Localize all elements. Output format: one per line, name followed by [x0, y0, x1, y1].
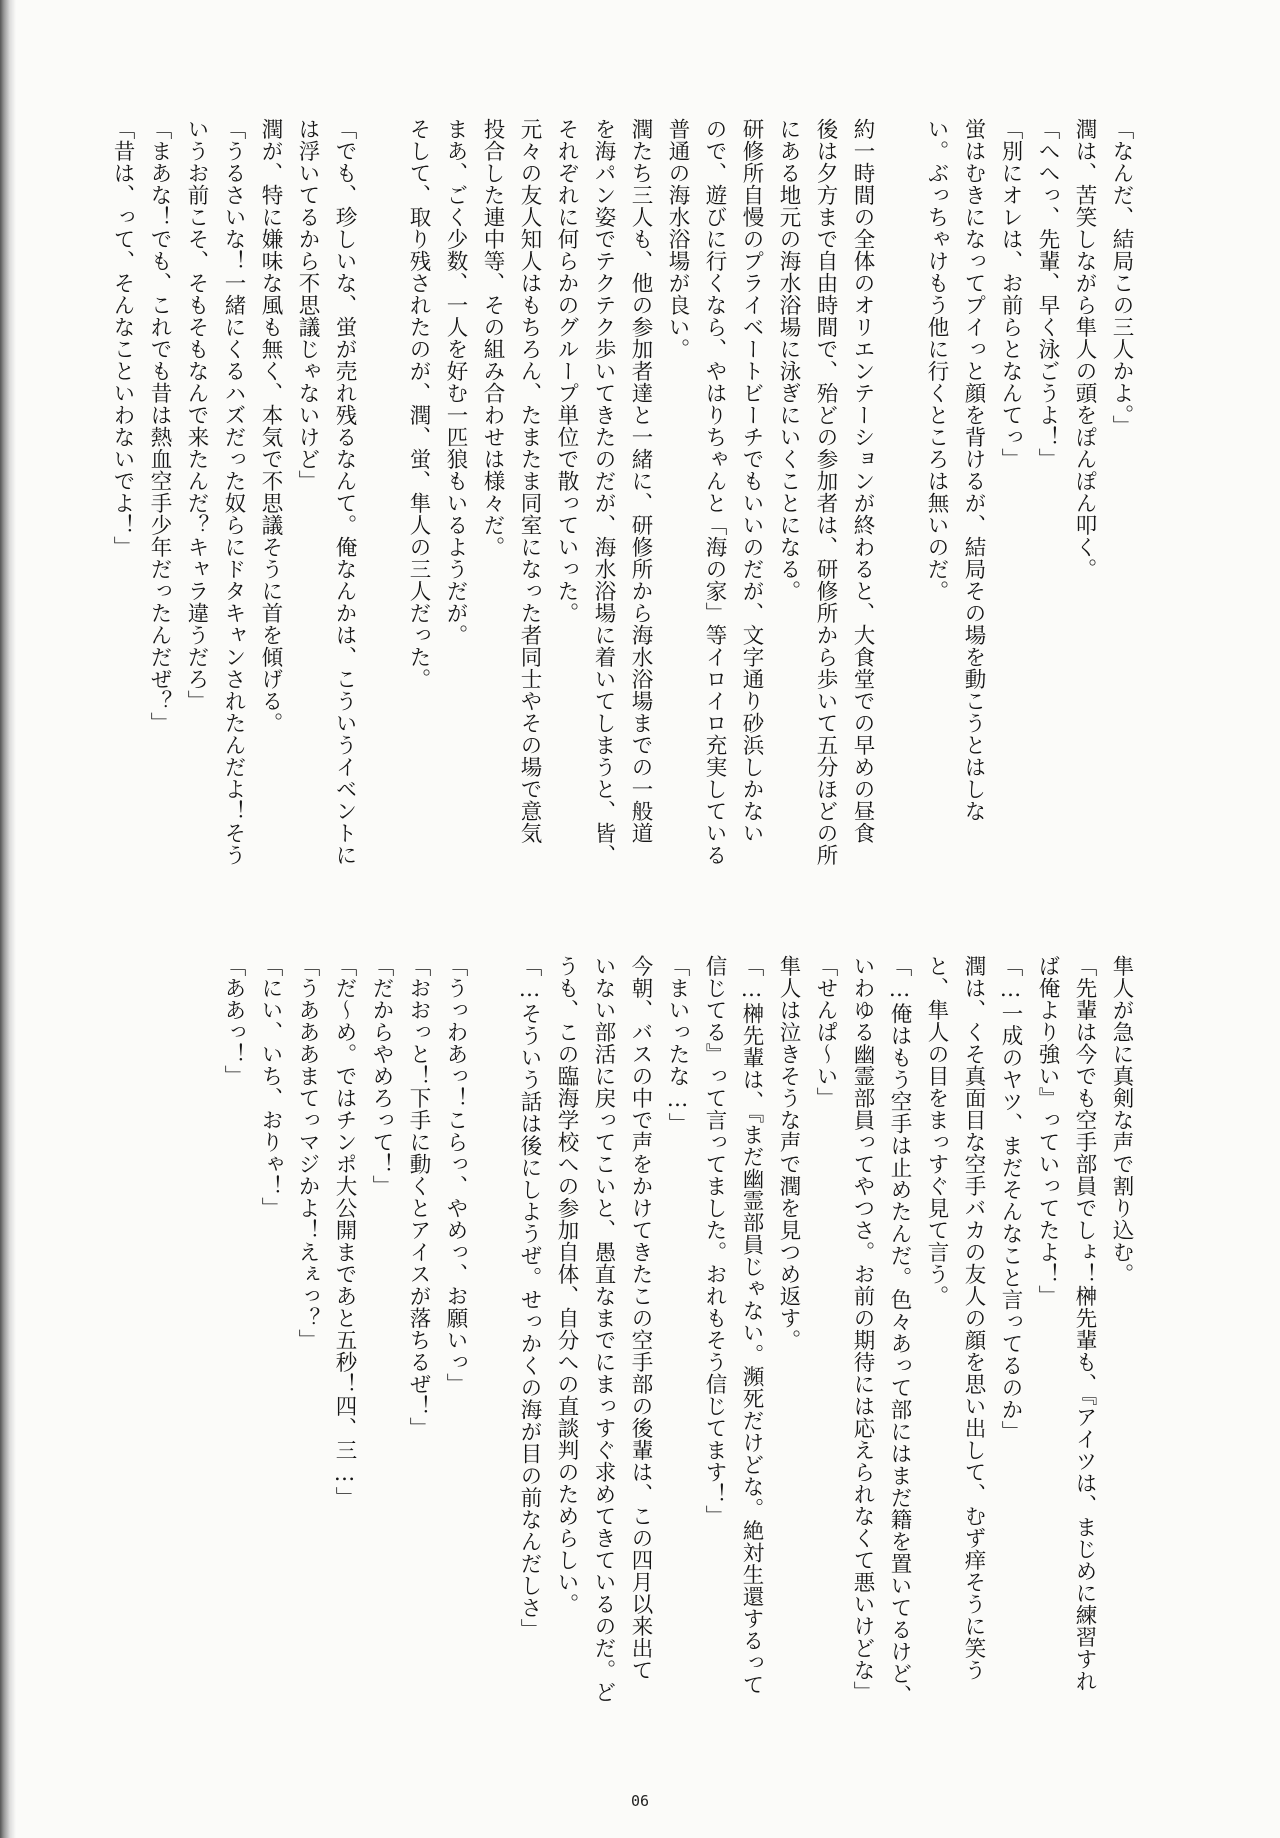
text-line: うも、この臨海学校への参加自体、自分への直談判のためらしい。	[554, 955, 579, 1615]
text-line: 「だ～め。ではチンポ大公開まであと五秒！四、三…」	[332, 955, 357, 1509]
text-line: 「昔は、って、そんなこといわないでよ！」	[110, 118, 135, 558]
text-line: 「だからやめろって！」	[369, 955, 394, 1197]
text-line: 「うっわあっ！こらっ、やめっ、お願いっ」	[443, 955, 468, 1395]
text-line: と、隼人の目をまっすぐ見て言う。	[924, 955, 949, 1307]
text-line: 潤が、特に嫌味な風も無く、本気で不思議そうに首を傾げる。	[258, 118, 283, 734]
text-line: そして、取り残されたのが、潤、蛍、隼人の三人だった。	[406, 118, 431, 690]
text-line: 潤たち三人も、他の参加者達と一緒に、研修所から海水浴場までの一般道	[628, 118, 653, 844]
text-line: それぞれに何らかのグループ単位で散っていった。	[554, 118, 579, 624]
text-line: 「へへっ、先輩、早く泳ごうよ！」	[1035, 118, 1060, 470]
text-line: 「おおっと！下手に動くとアイスが落ちるぜ！」	[406, 955, 431, 1439]
text-line: 「…そういう話は後にしようぜ。せっかくの海が目の前なんだしさ」	[517, 955, 542, 1641]
text-line: 「うるさいな！一緒にくるハズだった奴らにドタキャンされたんだよ！そう	[221, 118, 246, 866]
text-line: にある地元の海水浴場に泳ぎにいくことになる。	[776, 118, 801, 602]
text-line: いない部活に戻ってこいと、愚直なまでにまっすぐ求めてきているのだ。ど	[591, 955, 616, 1703]
text-line: いうお前こそ、そもそもなんで来たんだ？キャラ違うだろ」	[184, 118, 209, 712]
text-line: 元々の友人知人はもちろん、たまたま同室になった者同士やその場で意気	[517, 118, 542, 844]
text-line: 約一時間の全体のオリエンテーションが終わると、大食堂での早めの昼食	[850, 118, 875, 844]
text-line: は浮いてるから不思議じゃないけど」	[295, 118, 320, 492]
blank-line	[363, 118, 400, 918]
text-line: 潤は、くそ真面目な空手バカの友人の顔を思い出して、むず痒そうに笑う	[961, 955, 986, 1681]
text-line: 「…俺はもう空手は止めたんだ。色々あって部にはまだ籍を置いてるけど、	[887, 955, 912, 1707]
text-line: 「でも、珍しいな、蛍が売れ残るなんて。俺なんかは、こういうイベントに	[332, 118, 357, 866]
text-line: 今朝、バスの中で声をかけてきたこの空手部の後輩は、この四月以来出て	[628, 955, 653, 1681]
text-line: 「にい、いち、おりゃ！」	[258, 955, 283, 1219]
text-line: 潤は、苦笑しながら隼人の頭をぽんぽん叩く。	[1072, 118, 1097, 580]
page-number: 06	[630, 1792, 650, 1810]
text-line: 「うあああまてっマジかよ！えぇっ？」	[295, 955, 320, 1351]
text-line: まあ、ごく少数、一人を好む一匹狼もいるようだが。	[443, 118, 468, 646]
text-line: 「なんだ、結局この三人かよ。」	[1109, 118, 1134, 438]
blank-line	[881, 118, 918, 918]
text-line: 投合した連中等、その組み合わせは様々だ。	[480, 118, 505, 558]
text-line: ので、遊びに行くなら、やはりちゃんと「海の家」等イロイロ充実している	[702, 118, 727, 866]
text-line: 後は夕方まで自由時間で、殆どの参加者は、研修所から歩いて五分ほどの所	[813, 118, 838, 866]
text-line: いわゆる幽霊部員ってやつさ。お前の期待には応えられなくて悪いけどな」	[850, 955, 875, 1703]
text-line: 「せんぱ～い」	[813, 955, 838, 1109]
text-line: 隼人が急に真剣な声で割り込む。	[1109, 955, 1134, 1285]
text-line: 「まあな！でも、これでも昔は熱血空手少年だったんだぜ？」	[147, 118, 172, 734]
blank-line	[474, 955, 511, 1775]
lower-text-block	[215, 955, 1140, 1775]
text-line: 蛍はむきになってプイっと顔を背けるが、結局その場を動こうとはしな	[961, 118, 986, 822]
text-line: 信じてる』って言ってました。おれもそう信じてます！」	[702, 955, 727, 1527]
text-line: 「…榊先輩は、『まだ幽霊部員じゃない。瀕死だけどな。絶対生還するって	[739, 955, 764, 1696]
text-line: い。ぶっちゃけもう他に行くところは無いのだ。	[924, 118, 949, 602]
text-line: 「ああっ！」	[221, 955, 246, 1087]
text-line: を海パン姿でテクテク歩いてきたのだが、海水浴場に着いてしまうと、皆、	[591, 118, 616, 866]
page-binding-shadow	[0, 0, 16, 1838]
upper-text-block	[104, 118, 1140, 918]
text-line: 隼人は泣きそうな声で潤を見つめ返す。	[776, 955, 801, 1351]
text-line: 普通の海水浴場が良い。	[665, 118, 690, 360]
text-line: 「先輩は今でも空手部員でしょ！榊先輩も、『アイツは、まじめに練習すれ	[1072, 955, 1097, 1693]
text-line: 「…一成のヤツ、まだそんなこと言ってるのか」	[998, 955, 1023, 1443]
text-line: 「別にオレは、お前らとなんてっ」	[998, 118, 1023, 470]
text-line: 研修所自慢のプライベートビーチでもいいのだが、文字通り砂浜しかない	[739, 118, 764, 844]
text-line: 「まいったな…」	[665, 955, 690, 1135]
text-line: ば俺より強い』っていってたよ！」	[1035, 955, 1060, 1307]
